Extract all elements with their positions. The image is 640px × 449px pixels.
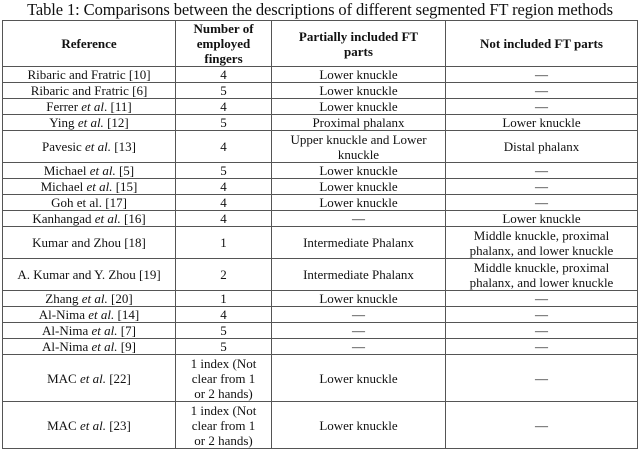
table-caption: Table 1: Comparisons between the descriptions of different segmented FT region methods xyxy=(27,0,613,19)
cell-reference xyxy=(3,179,176,195)
cell-partial: — xyxy=(272,323,446,339)
reference-et-al: et al. xyxy=(85,139,112,154)
cell-not-included: — xyxy=(446,83,638,99)
reference-name: Michael xyxy=(40,179,87,194)
cell-partial: — xyxy=(272,307,446,323)
table-row xyxy=(3,355,638,402)
reference-name: Goh et al. [17] xyxy=(51,195,127,210)
cell-not-included: — xyxy=(446,402,638,449)
cell-partial: Intermediate Phalanx xyxy=(272,259,446,291)
reference-citation: [16] xyxy=(120,211,146,226)
reference-et-al: et al. xyxy=(89,163,116,178)
cell-not-included: — xyxy=(446,355,638,402)
cell-partial: Lower knuckle xyxy=(272,195,446,211)
reference-name: Al-Nima xyxy=(38,307,89,322)
cell-fingers: 5 xyxy=(176,115,272,131)
cell-partial: Lower knuckle xyxy=(272,163,446,179)
cell-reference xyxy=(3,355,176,402)
table-row xyxy=(3,323,638,339)
cell-partial: Upper knuckle and Lower knuckle xyxy=(272,131,446,163)
reference-et-al: et al. xyxy=(77,115,104,130)
table-body xyxy=(3,67,638,449)
reference-et-al: et al. xyxy=(88,307,115,322)
table-row xyxy=(3,179,638,195)
cell-reference xyxy=(3,211,176,227)
cell-fingers: 5 xyxy=(176,339,272,355)
header-partial: Partially included FT parts xyxy=(272,21,446,67)
reference-citation: [9] xyxy=(117,339,136,354)
cell-fingers: 4 xyxy=(176,211,272,227)
cell-reference xyxy=(3,67,176,83)
cell-partial: Lower knuckle xyxy=(272,67,446,83)
cell-reference xyxy=(3,83,176,99)
reference-name: Ying xyxy=(49,115,78,130)
table-row xyxy=(3,307,638,323)
cell-fingers: 4 xyxy=(176,67,272,83)
reference-name: MAC xyxy=(47,417,80,433)
header-row xyxy=(3,21,638,67)
cell-fingers: 4 xyxy=(176,307,272,323)
cell-not-included: — xyxy=(446,291,638,307)
cell-not-included: — xyxy=(446,99,638,115)
reference-name: Pavesic xyxy=(42,139,86,154)
cell-not-included: Lower knuckle xyxy=(446,211,638,227)
cell-partial: Lower knuckle xyxy=(272,99,446,115)
cell-partial: Lower knuckle xyxy=(272,83,446,99)
cell-reference xyxy=(3,195,176,211)
table-row xyxy=(3,402,638,449)
reference-name: A. Kumar and Y. Zhou [19] xyxy=(17,267,161,282)
cell-reference xyxy=(3,291,176,307)
reference-citation: [12] xyxy=(103,115,129,130)
cell-fingers: 1 xyxy=(176,291,272,307)
cell-reference xyxy=(3,163,176,179)
cell-not-included: — xyxy=(446,307,638,323)
cell-not-included: — xyxy=(446,323,638,339)
cell-fingers: 1 index (Not clear from 1 or 2 hands) xyxy=(176,355,272,402)
cell-partial: Intermediate Phalanx xyxy=(272,227,446,259)
cell-partial: Lower knuckle xyxy=(272,179,446,195)
reference-name: Kumar and Zhou [18] xyxy=(32,235,146,250)
cell-reference xyxy=(3,227,176,259)
reference-citation: [13] xyxy=(111,139,136,154)
cell-not-included: — xyxy=(446,195,638,211)
reference-et-al: et al. xyxy=(79,417,106,433)
cell-partial: Proximal phalanx xyxy=(272,115,446,131)
reference-name: Al-Nima xyxy=(42,323,92,338)
reference-citation: [14] xyxy=(114,307,140,322)
cell-not-included: — xyxy=(446,339,638,355)
reference-name: Ferrer xyxy=(46,99,82,114)
cell-reference xyxy=(3,307,176,323)
cell-partial: Lower knuckle xyxy=(272,291,446,307)
cell-not-included: — xyxy=(446,67,638,83)
cell-fingers: 2 xyxy=(176,259,272,291)
table-row xyxy=(3,259,638,291)
reference-et-al: et al xyxy=(81,99,105,114)
cell-fingers: 4 xyxy=(176,195,272,211)
cell-reference xyxy=(3,259,176,291)
cell-partial: Lower knuckle xyxy=(272,355,446,402)
reference-name: MAC xyxy=(47,370,80,386)
cell-reference xyxy=(3,339,176,355)
reference-citation: . [11] xyxy=(104,99,132,114)
header-reference: Reference xyxy=(3,21,176,67)
reference-name: Ribaric and Fratric [10] xyxy=(27,67,151,82)
reference-name: Ribaric and Fratric [6] xyxy=(30,83,148,98)
reference-citation: [22] xyxy=(105,370,131,386)
cell-not-included: — xyxy=(446,179,638,195)
reference-citation: [5] xyxy=(115,163,135,178)
cell-reference xyxy=(3,99,176,115)
table-row xyxy=(3,163,638,179)
table-row xyxy=(3,83,638,99)
cell-partial: — xyxy=(272,339,446,355)
header-not-included: Not included FT parts xyxy=(446,21,638,67)
reference-name: Michael xyxy=(43,163,90,178)
table-row xyxy=(3,291,638,307)
table-row xyxy=(3,227,638,259)
cell-partial: Lower knuckle xyxy=(272,402,446,449)
reference-citation: [15] xyxy=(112,179,138,194)
table-row xyxy=(3,67,638,83)
cell-reference xyxy=(3,402,176,449)
reference-et-al: et al. xyxy=(81,291,108,306)
cell-fingers: 4 xyxy=(176,99,272,115)
cell-not-included: Distal phalanx xyxy=(446,131,638,163)
reference-et-al: et al. xyxy=(94,211,121,226)
reference-et-al: et al. xyxy=(91,323,118,338)
header-fingers: Number of employed fingers xyxy=(176,21,272,67)
cell-reference xyxy=(3,115,176,131)
cell-partial: — xyxy=(272,211,446,227)
table-row xyxy=(3,211,638,227)
table-row xyxy=(3,115,638,131)
cell-fingers: 1 index (Not clear from 1 or 2 hands) xyxy=(176,402,272,449)
cell-fingers: 5 xyxy=(176,83,272,99)
cell-reference xyxy=(3,131,176,163)
reference-citation: [7] xyxy=(117,323,136,338)
comparison-table xyxy=(2,20,638,449)
table-row xyxy=(3,131,638,163)
cell-not-included: Middle knuckle, proximal phalanx, and lower knuckle xyxy=(446,259,638,291)
table-row xyxy=(3,195,638,211)
table-row xyxy=(3,99,638,115)
reference-et-al: et al. xyxy=(86,179,113,194)
reference-et-al: et al. xyxy=(79,370,106,386)
reference-citation: [20] xyxy=(107,291,133,306)
reference-et-al: et al. xyxy=(91,339,118,354)
reference-citation: [23] xyxy=(105,417,131,433)
reference-name: Zhang xyxy=(45,291,82,306)
cell-fingers: 4 xyxy=(176,131,272,163)
cell-not-included: Lower knuckle xyxy=(446,115,638,131)
cell-not-included: — xyxy=(446,163,638,179)
cell-fingers: 5 xyxy=(176,323,272,339)
cell-fingers: 5 xyxy=(176,163,272,179)
reference-name: Kanhangad xyxy=(32,211,95,226)
cell-fingers: 1 xyxy=(176,227,272,259)
table-row xyxy=(3,339,638,355)
cell-reference xyxy=(3,323,176,339)
cell-fingers: 4 xyxy=(176,179,272,195)
cell-not-included: Middle knuckle, proximal phalanx, and lower knuckle xyxy=(446,227,638,259)
reference-name: Al-Nima xyxy=(42,339,92,354)
